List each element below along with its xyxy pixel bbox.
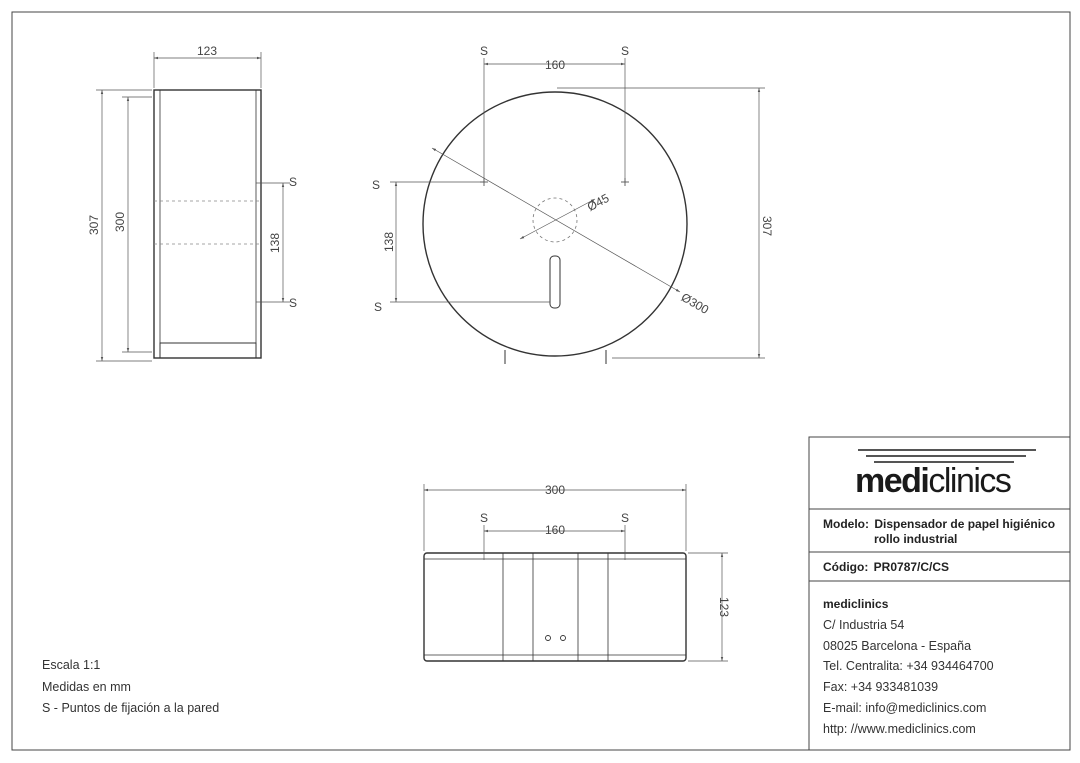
side-width-label: 123 bbox=[196, 44, 218, 58]
model-label: Modelo: bbox=[823, 517, 869, 531]
company-name: mediclinics bbox=[823, 597, 889, 611]
side-view-labels bbox=[87, 44, 297, 310]
note-units: Medidas en mm bbox=[42, 679, 131, 694]
top-view-body bbox=[424, 553, 686, 661]
top-fixing-spacing-label: 160 bbox=[544, 523, 566, 537]
front-body-diameter-label: Ø300 bbox=[678, 290, 712, 317]
code-field bbox=[823, 560, 949, 574]
address-phone: Tel. Centralita: +34 934464700 bbox=[823, 659, 994, 674]
side-view bbox=[154, 90, 261, 358]
side-fixing-spacing-label: 138 bbox=[268, 232, 282, 254]
front-view-body bbox=[423, 92, 687, 356]
logo-light-part: clinics bbox=[928, 462, 1011, 500]
front-fixing-vertical-label: 138 bbox=[382, 231, 396, 253]
top-depth-label: 123 bbox=[717, 596, 731, 618]
top-fixing-right-label: S bbox=[621, 511, 630, 525]
top-fixing-left-label: S bbox=[480, 511, 489, 525]
front-view bbox=[423, 92, 687, 364]
front-hole-diameter-label: Ø45 bbox=[584, 190, 612, 214]
side-view-body bbox=[154, 90, 261, 358]
address-city: 08025 Barcelona - España bbox=[823, 638, 972, 653]
code-label: Código: bbox=[823, 560, 869, 574]
note-scale: Escala 1:1 bbox=[42, 658, 101, 672]
top-view-hole-right bbox=[561, 636, 566, 641]
address-street: C/ Industria 54 bbox=[823, 618, 905, 632]
note-fixing-points: S - Puntos de fijación a la pared bbox=[42, 701, 220, 715]
address-fax: Fax: +34 933481039 bbox=[823, 680, 939, 695]
front-fixing-lower-label: S bbox=[374, 300, 383, 314]
logo-bold-part: medi bbox=[855, 462, 929, 500]
side-view-base bbox=[160, 343, 256, 358]
side-outer-height-label: 307 bbox=[87, 214, 101, 236]
front-view-labels bbox=[372, 44, 774, 317]
front-fixing-upper-label: S bbox=[372, 178, 381, 192]
model-value-line2: rollo industrial bbox=[874, 532, 958, 546]
front-fixing-spacing-label: 160 bbox=[544, 58, 566, 72]
front-height-label: 307 bbox=[760, 215, 774, 237]
model-value-line1: Dispensador de papel higiénico bbox=[874, 517, 1056, 531]
side-fixing-top-label: S bbox=[289, 175, 298, 189]
address-website: http: //www.mediclinics.com bbox=[823, 721, 976, 736]
top-width-label: 300 bbox=[544, 483, 566, 497]
company-logo bbox=[809, 437, 1069, 509]
front-view-slot bbox=[550, 256, 560, 308]
front-fixing-left-label: S bbox=[480, 44, 489, 58]
front-view-dimensions bbox=[390, 58, 765, 358]
company-address bbox=[823, 615, 994, 739]
top-view-dimensions bbox=[424, 484, 728, 661]
drawing-notes bbox=[42, 655, 219, 720]
logo-wordmark bbox=[855, 461, 1010, 501]
address-email: E-mail: info@mediclinics.com bbox=[823, 700, 987, 715]
model-field bbox=[823, 517, 1067, 547]
side-inner-height-label: 300 bbox=[113, 211, 127, 233]
title-block bbox=[809, 437, 1069, 750]
top-view bbox=[424, 553, 686, 661]
top-view-hole-left bbox=[546, 636, 551, 641]
side-fixing-bottom-label: S bbox=[289, 296, 298, 310]
top-view-labels bbox=[480, 483, 731, 617]
code-value: PR0787/C/CS bbox=[873, 560, 950, 574]
front-fixing-right-label: S bbox=[621, 44, 630, 58]
